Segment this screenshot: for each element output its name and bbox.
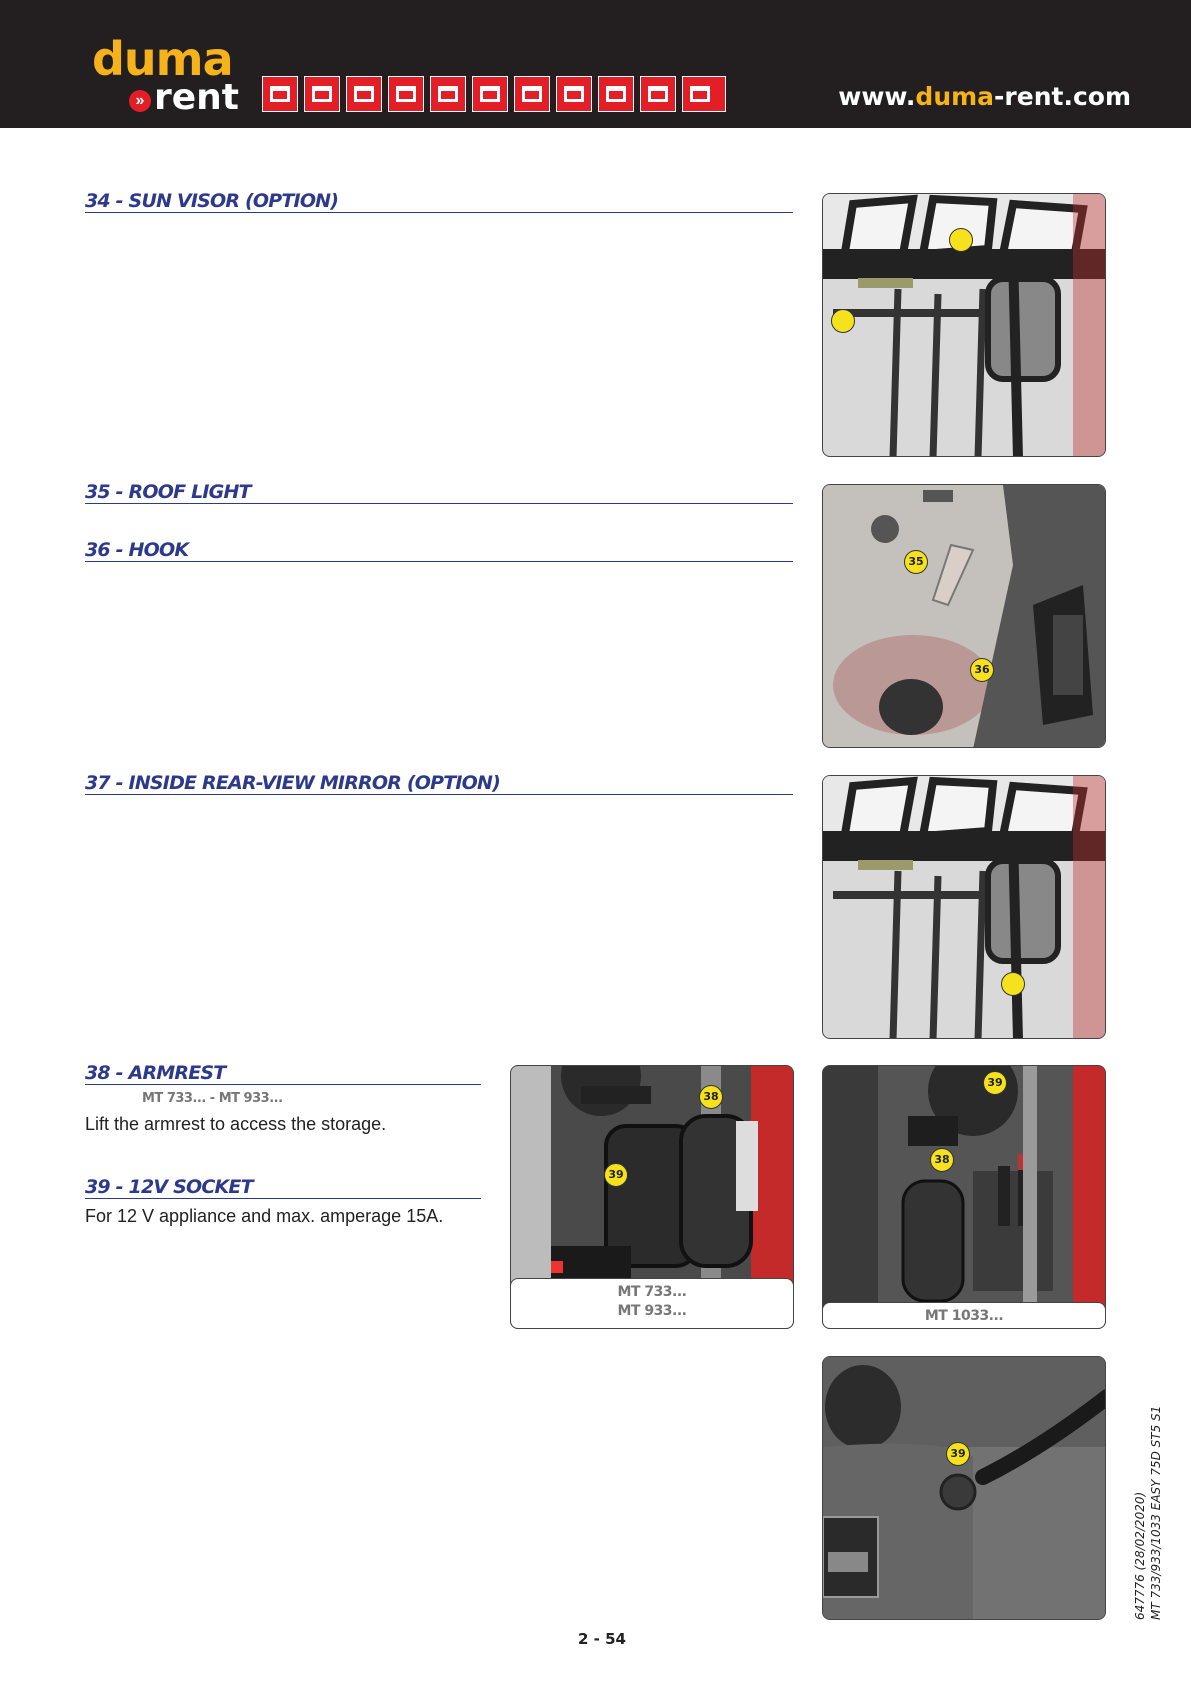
- website-url[interactable]: www.duma-rent.com: [838, 82, 1131, 111]
- caption-mt1033: MT 1033...: [822, 1302, 1106, 1329]
- marker-39-socket-c: 39: [946, 1442, 970, 1466]
- telehandler-icon: [598, 76, 634, 112]
- marker-38-armrest-a: 38: [699, 1085, 723, 1109]
- scissor-lift-icon: [346, 76, 382, 112]
- boom-lift-icon: [640, 76, 676, 112]
- trailer-icon: [682, 76, 726, 112]
- loader-icon: [430, 76, 466, 112]
- photo-12v-socket: [822, 1356, 1106, 1620]
- page-header: [0, 0, 1191, 128]
- logo-duma-text: duma: [92, 32, 233, 86]
- marker-sun-visor-left: [831, 309, 855, 333]
- marker-sun-visor-top: [949, 228, 973, 252]
- document-reference: 647776 (28/02/2020) MT 733/933/1033 EASY 75D ST5 S1: [1133, 1405, 1163, 1620]
- section-37-title: 37 - INSIDE REAR-VIEW MIRROR (OPTION): [85, 772, 793, 795]
- skid-steer-icon: [262, 76, 298, 112]
- forklift-icon: [304, 76, 340, 112]
- page-number: 2 - 54: [578, 1630, 626, 1648]
- roller-icon: [472, 76, 508, 112]
- crane-icon: [514, 76, 550, 112]
- logo-rent-text: rent: [154, 77, 240, 118]
- category-icons: [262, 76, 726, 112]
- section-38-title: 38 - ARMREST: [85, 1062, 481, 1085]
- marker-39-socket-a: 39: [604, 1163, 628, 1187]
- section-36-title: 36 - HOOK: [85, 539, 793, 562]
- section-35-title: 35 - ROOF LIGHT: [85, 481, 793, 504]
- caption-mt733-mt933: MT 733... MT 933...: [510, 1278, 794, 1329]
- marker-35: 35: [904, 550, 928, 574]
- logo-chevron: »: [129, 90, 151, 112]
- photo-roof-light-hook: [822, 484, 1106, 748]
- marker-38-armrest-b: 38: [930, 1148, 954, 1172]
- section-39-title: 39 - 12V SOCKET: [85, 1176, 481, 1199]
- excavator-icon: [556, 76, 592, 112]
- section-38-models: MT 733... - MT 933...: [142, 1091, 283, 1106]
- photo-armrest-mt1033: [822, 1065, 1106, 1329]
- marker-39-socket-b: 39: [983, 1071, 1007, 1095]
- section-38-text: Lift the armrest to access the storage.: [85, 1114, 387, 1134]
- section-39-text: For 12 V appliance and max. amperage 15A.: [85, 1206, 444, 1226]
- section-34-title: 34 - SUN VISOR (OPTION): [85, 190, 793, 213]
- marker-rear-view-mirror: [1001, 972, 1025, 996]
- marker-36: 36: [970, 658, 994, 682]
- mini-excavator-icon: [388, 76, 424, 112]
- photo-rear-view-mirror: [822, 775, 1106, 1039]
